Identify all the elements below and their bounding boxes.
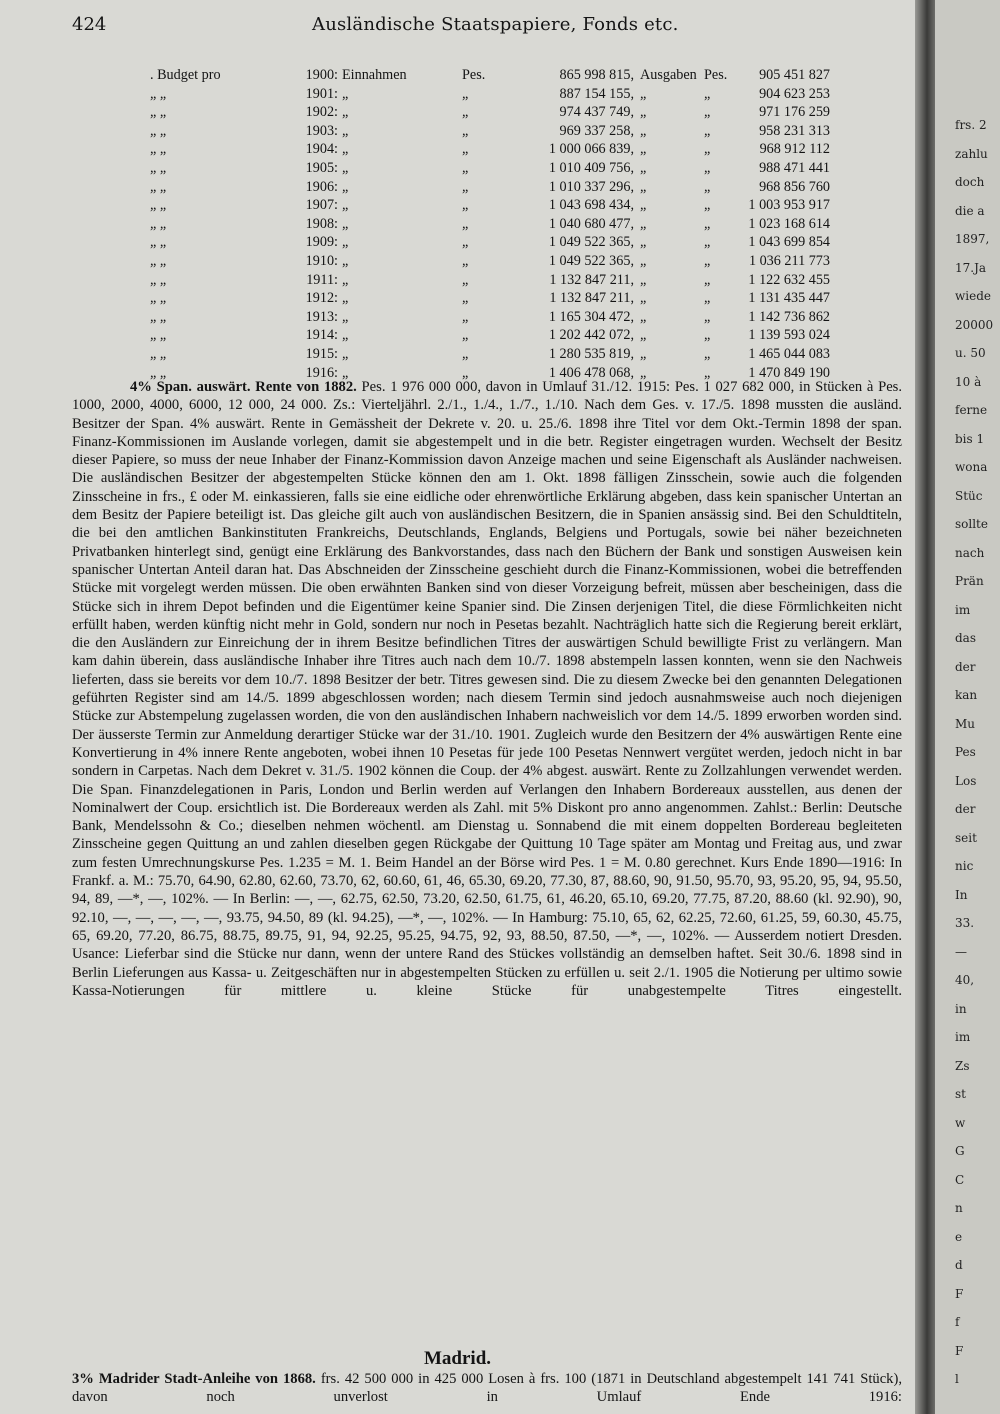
budget-cell-label: „ „ [150, 364, 167, 381]
budget-cell-ausgaben: Ausgaben [640, 67, 697, 83]
madrid-entry-text: frs. 42 500 000 in 425 000 Losen à frs. 100 (1871 in Deutschland abgestempelt 141 741 Stück), davon noch unverlost in Umlauf Ende 1916: [72, 1371, 902, 1406]
budget-row [150, 345, 830, 364]
budget-cell-pes2: „ [704, 327, 711, 344]
budget-cell-year: 1916: [305, 364, 338, 381]
budget-cell-value2: 1 043 699 854 [748, 234, 830, 251]
budget-cell-pes2: „ [704, 215, 711, 232]
budget-cell-value2: 968 912 112 [759, 141, 830, 158]
budget-cell-value1: 1 165 304 472, [548, 308, 634, 325]
adjacent-page-fragment: nic [955, 859, 974, 873]
adjacent-page-fragment: Zs [955, 1058, 970, 1073]
budget-cell-ausgaben: „ [640, 104, 647, 121]
budget-cell-value2: 1 131 435 447 [748, 290, 830, 307]
budget-cell-pes2: „ [704, 345, 711, 362]
budget-cell-year: 1908: [305, 215, 338, 232]
rente-heading: 4% Span. auswärt. Rente von 1882. [130, 379, 357, 395]
budget-cell-pes1: „ [462, 345, 469, 362]
budget-cell-value2: 905 451 827 [759, 67, 830, 83]
budget-cell-label: „ „ [150, 327, 167, 344]
budget-cell-year: 1915: [305, 345, 338, 362]
budget-cell-value1: 865 998 815, [559, 67, 634, 83]
budget-cell-pes1: „ [462, 271, 469, 288]
budget-cell-value1: 1 010 337 296, [548, 178, 634, 195]
budget-row [150, 159, 830, 178]
adjacent-page-fragment: in [955, 1001, 967, 1016]
budget-cell-ausgaben: „ [640, 197, 647, 214]
budget-cell-label: „ „ [150, 178, 167, 195]
adjacent-page-fragment: 17.Ja [955, 260, 987, 275]
budget-cell-einnahmen: „ [342, 122, 349, 139]
budget-row [150, 271, 830, 290]
adjacent-page-fragment: zahlu [955, 146, 988, 161]
budget-cell-label: „ „ [150, 197, 167, 214]
adjacent-page-fragment: Mu [955, 716, 976, 731]
budget-cell-label: „ „ [150, 159, 167, 176]
budget-cell-value1: 1 406 478 068, [548, 364, 634, 381]
adjacent-page-fragment: — [955, 944, 967, 959]
budget-cell-value1: 969 337 258, [559, 122, 634, 139]
adjacent-page-fragment: wiede [955, 289, 991, 303]
budget-cell-pes1: „ [462, 215, 469, 232]
budget-cell-value1: 1 280 535 819, [548, 345, 634, 362]
adjacent-page-fragment: st [955, 1087, 966, 1101]
budget-cell-einnahmen: „ [342, 85, 349, 102]
budget-cell-pes2: „ [704, 104, 711, 121]
budget-row [150, 103, 830, 122]
adjacent-page-fragment: Los [955, 773, 977, 788]
budget-cell-value2: 971 176 259 [759, 104, 830, 121]
budget-cell-value2: 1 036 211 773 [748, 252, 830, 269]
budget-cell-ausgaben: „ [640, 122, 647, 139]
budget-cell-label: „ „ [150, 141, 167, 158]
budget-cell-pes2: „ [704, 141, 711, 158]
budget-cell-einnahmen: „ [342, 327, 349, 344]
budget-cell-pes1: „ [462, 122, 469, 139]
adjacent-page-fragment: w [955, 1115, 966, 1130]
adjacent-page-fragment: der [955, 802, 976, 816]
budget-cell-pes1: „ [462, 252, 469, 269]
adjacent-page-fragment: das [955, 631, 976, 645]
budget-row [150, 289, 830, 308]
budget-cell-pes1: „ [462, 308, 469, 325]
budget-cell-pes2: „ [704, 308, 711, 325]
budget-row [150, 140, 830, 159]
adjacent-page-fragment: F [955, 1286, 964, 1301]
madrid-entry-heading: 3% Madrider Stadt-Anleihe von 1868. [72, 1371, 316, 1387]
budget-cell-value2: 958 231 313 [759, 122, 830, 139]
budget-cell-pes1: „ [462, 364, 469, 381]
budget-cell-value1: 1 132 847 211, [549, 290, 634, 307]
budget-cell-einnahmen: „ [342, 141, 349, 158]
budget-cell-label: . Budget pro [150, 67, 221, 83]
budget-cell-value2: 904 623 253 [759, 85, 830, 102]
budget-cell-einnahmen: „ [342, 178, 349, 195]
adjacent-page-edge [935, 0, 1000, 1414]
budget-cell-value1: 1 049 522 365, [548, 252, 634, 269]
budget-cell-pes1: „ [462, 178, 469, 195]
adjacent-page-fragment: d [955, 1258, 963, 1272]
budget-cell-einnahmen: „ [342, 197, 349, 214]
rente-entry [72, 378, 902, 1000]
adjacent-page-fragment: e [955, 1229, 963, 1244]
budget-cell-label: „ „ [150, 345, 167, 362]
adjacent-page-fragment: 33. [955, 916, 975, 930]
adjacent-page-fragment: 10 à [955, 374, 982, 389]
budget-cell-year: 1904: [305, 141, 338, 158]
budget-cell-ausgaben: „ [640, 327, 647, 344]
adjacent-page-fragment: seit [955, 830, 977, 845]
budget-cell-pes2: „ [704, 178, 711, 195]
budget-cell-label: „ „ [150, 104, 167, 121]
adjacent-page-fragment: ferne [955, 403, 988, 417]
budget-cell-ausgaben: „ [640, 290, 647, 307]
budget-cell-einnahmen: „ [342, 252, 349, 269]
budget-cell-ausgaben: „ [640, 215, 647, 232]
adjacent-page-fragment: u. 50 [955, 346, 986, 360]
budget-cell-pes1: „ [462, 234, 469, 251]
budget-row [150, 326, 830, 345]
adjacent-page-fragment: In [955, 887, 968, 902]
book-gutter [915, 0, 935, 1414]
budget-cell-value1: 1 202 442 072, [548, 327, 634, 344]
budget-cell-ausgaben: „ [640, 85, 647, 102]
budget-cell-year: 1909: [305, 234, 338, 251]
budget-cell-ausgaben: „ [640, 159, 647, 176]
budget-cell-pes1: „ [462, 141, 469, 158]
adjacent-page-fragment: Stüc [955, 488, 983, 503]
adjacent-page-fragment: wona [955, 460, 988, 474]
madrid-paragraph [72, 1370, 902, 1407]
budget-cell-value2: 968 856 760 [759, 178, 830, 195]
budget-row [150, 233, 830, 252]
adjacent-page-fragment: doch [955, 175, 985, 189]
budget-cell-einnahmen: „ [342, 215, 349, 232]
budget-cell-value1: 1 040 680 477, [548, 215, 634, 232]
budget-row [150, 215, 830, 234]
budget-cell-label: „ „ [150, 290, 167, 307]
budget-row [150, 196, 830, 215]
section-heading-madrid: Madrid. [423, 1348, 492, 1369]
budget-cell-einnahmen: „ [342, 345, 349, 362]
adjacent-page-fragment: sollte [955, 517, 988, 531]
budget-cell-year: 1900: [305, 67, 338, 83]
budget-cell-pes2: „ [704, 271, 711, 288]
adjacent-page-fragment: die a [955, 203, 985, 218]
budget-cell-year: 1905: [305, 159, 338, 176]
budget-cell-value1: 1 132 847 211, [549, 271, 634, 288]
budget-cell-value2: 1 470 849 190 [748, 364, 830, 381]
budget-cell-value2: 1 023 168 614 [748, 215, 830, 232]
budget-cell-year: 1902: [305, 104, 338, 121]
budget-cell-value2: 1 465 044 083 [748, 345, 830, 362]
budget-cell-year: 1907: [305, 197, 338, 214]
budget-cell-pes1: „ [462, 290, 469, 307]
adjacent-page-fragment: F [955, 1343, 964, 1358]
budget-row [150, 66, 830, 85]
adjacent-page-fragment: f [955, 1315, 960, 1329]
budget-cell-pes1: „ [462, 85, 469, 102]
budget-cell-year: 1906: [305, 178, 338, 195]
budget-cell-pes2: „ [704, 197, 711, 214]
budget-cell-ausgaben: „ [640, 141, 647, 158]
budget-row [150, 178, 830, 197]
budget-cell-year: 1912: [305, 290, 338, 307]
budget-cell-pes2: „ [704, 252, 711, 269]
budget-cell-ausgaben: „ [640, 364, 647, 381]
adjacent-page-fragment: C [955, 1172, 965, 1187]
page-header [0, 14, 915, 40]
budget-cell-ausgaben: „ [640, 178, 647, 195]
budget-cell-ausgaben: „ [640, 308, 647, 325]
rente-paragraph [72, 378, 902, 1000]
budget-row [150, 252, 830, 271]
budget-cell-value1: 1 000 066 839, [548, 141, 634, 158]
budget-cell-year: 1910: [305, 252, 338, 269]
budget-cell-einnahmen: „ [342, 234, 349, 251]
budget-cell-pes2: „ [704, 364, 711, 381]
budget-cell-value2: 1 122 632 455 [748, 271, 830, 288]
budget-row [150, 85, 830, 104]
budget-cell-einnahmen: Einnahmen [342, 67, 407, 83]
budget-cell-value2: 1 139 593 024 [748, 327, 830, 344]
adjacent-page-fragment: 20000 [955, 317, 994, 332]
budget-row [150, 122, 830, 141]
rente-text: Pes. 1 976 000 000, davon in Umlauf 31./12. 1915: Pes. 1 027 682 000, in Stücken à Pes. 1000, 2000, 4000, 6000, 12 000, 24 000. Zs.: Vierteljährl. 2./1., 1./4., 1./7., 1./10. Nach dem Ges. v. 17./5. 1898 mussten die ausländ. Besitzer der Span. 4% auswärt. Rente in Gemässheit der Dekrete v. 20. u. 25./6. 1898 ihre Titel vor dem Okt.-Termin 1898 der span. Finanz-Kommissionen im Auslande vorlegen, damit sie abgestempelt und in die betr. Register eingetragen wurden. Wechselt der Besitz dieser Papiere, so muss der neue Inhaber der Finanz-Kommission davon Anzeige machen und seine Eigenschaft als Ausländer nachweisen. Die ausländischen Besitzer der abgestempelten Stücke können den am 1. Okt. 1898 fälligen Zinsschein, sowie auch die folgenden Zinsscheine in frs., £ oder M. einkassieren, falls sie eine eidliche oder ehrenwörtliche Erklärung abgeben, dass kein spanischer Untertan an dem Besitz der Papiere beteiligt ist. Das gleiche gilt auch von ausländischen Besitzern, die in Spanien ansässig sind. Bei den Schuldtiteln, die bei den amtlichen Bankinstituten Frankreichs, Deutschlands, Englands, Belgiens und Portugals, sowie bei näher bezeichneten Privatbanken hinterlegt sind, genügt eine Erklärung des Bankvorstandes, dass nach den Büchern der Bank und sonstigen Ausweisen kein spanischer Untertan Anteil daran hat. Das Abschneiden der Zinsscheine geschieht durch die Finanz-Kommissionen, wobei die betreffenden Stücke mit vorgelegt werden müssen. Die oben erwähnten Banken sind von dieser Vorzeigung befreit, müssen aber bescheinigen, dass die Stücke sich in ihrem Depot befinden und die Eigentümer keine Spanier sind. Die Zinsen derjenigen Titel, die diese Förmlichkeiten nicht erfüllt haben, werden künftig nicht mehr in Gold, sondern nur noch in Pesetas bezahlt. Nachträglich hatte sich die Regierung bereit erklärt, die den Ausländern zur Einreichung der in ihrem Besitze befindlichen Titres der auswärtigen Schuld bewilligte Frist zu verlängern. Man kam dahin überein, dass ausländische Inhaber ihre Titres auch nach dem 10./7. 1898 abstempeln lassen konnten, wenn sie den Nachweis lieferten, dass sie bereits vor dem 10./7. 1898 Besitzer der betr. Titres gewesen sind. Die zu diesem Zwecke bei den genannten Delegationen geführten Register sind am 14./5. 1899 abgeschlossen worden; nach diesem Termin sind jedoch ausnahmsweise auch noch diejenigen Stücke zur Abstempelung zugelassen worden, die von den ausländischen Inhabern nachweislich vor dem 14./5. 1899 erworben worden sind. Der äusserste Termin zur Anmeldung derartiger Stücke war der 31./10. 1901. Zugleich wurde den Besitzern der 4% auswärtigen Rente eine Konvertierung in 4% innere Rente angeboten, wobei ihnen 10 Pesetas für jede 100 Pesetas Nennwert vergütet werden, jedoch nicht in bar sondern in Carpetas. Nach dem Dekret v. 31./5. 1902 können die Coup. der 4% abgest. auswärt. Rente zu Zollzahlungen verwendet werden. Die Span. Finanzdelegationen in Paris, London und Berlin werden auf Verlangen den Inhabern Bordereaux ausstellen, aus denen der Nominalwert der Coup. ersichtlich ist. Die Bordereaux werden als Zahl. mit 5% Diskont pro anno angenommen. Zahlst.: Berlin: Deutsche Bank, Mendelssohn & Co.; dieselben nehmen wöchentl. am Dienstag u. Sonnabend die mit einem doppelten Bordereau begleiteten Zinsscheine gegen Quittung an und zahlen dieselben gegen Rückgabe der Quittung 10 Tage später am Montag und Freitag aus, und zwar zum festen Umrechnungskurse Pes. 1.235 = M. 1. Beim Handel an der Börse wird Pes. 1 = M. 0.80 gerechnet. Kurs Ende 1890—1916: In Frankf. a. M.: 75.70, 64.90, 62.80, 62.60, 73.70, 62, 60.60, 61, 46, 65.30, 69.20, 77.30, 87, 88.60, 90, 91.50, 95.70, 93, 95.20, 95, 94, 95.50, 94, 89, —*, —, 102%. — In Berlin: —, —, 62.75, 62.50, 73.20, 62.50, 61.75, 61, 46.20, 65.10, 69.20, 77.75, 87.20, 88.60 (kl. 92.90), 90, 92.10, —, —, —, —, —, 93.75, 94.50, 89 (kl. 94.25), —*, —, 102%. — In Hamburg: 75.10, 65, 62, 62.25, 72.60, 61.25, 59, 60.30, 45.75, 65, 69.20, 77.20, 86.75, 88.75, 89.75, 91, 94, 92.25, 95.25, 94.75, 92, 93, 88.50, 87.50, —*, —, 102%. — Ausserdem notiert Dresden. Usance: Lieferbar sind die Stücke nur dann, wenn der untere Rand des Stückes vollständig an demselben haftet. Seit 30./6. 1898 sind in Berlin Lieferungen aus Kassa- u. Zeitgeschäften nur in abgestempelten Stücken zu erfüllen u. seit 2./1. 1905 die Notierung per ultimo sowie Kassa-Notierungen für mittlere u. kleine Stücke für unabgestempelte Titres eingestellt. [72, 379, 902, 999]
budget-cell-label: „ „ [150, 215, 167, 232]
adjacent-page-fragment: im [955, 602, 971, 617]
page-number: 424 [72, 14, 107, 35]
budget-cell-pes2: „ [704, 122, 711, 139]
adjacent-page-fragment: 1897, [955, 232, 990, 246]
adjacent-page-fragment: Prän [955, 574, 984, 588]
adjacent-page-fragment: bis 1 [955, 431, 985, 446]
budget-cell-pes1: „ [462, 159, 469, 176]
budget-cell-year: 1913: [305, 308, 338, 325]
budget-cell-einnahmen: „ [342, 308, 349, 325]
budget-cell-label: „ „ [150, 234, 167, 251]
budget-cell-pes2: „ [704, 85, 711, 102]
budget-cell-einnahmen: „ [342, 271, 349, 288]
budget-cell-value2: 988 471 441 [759, 159, 830, 176]
budget-cell-pes1: „ [462, 104, 469, 121]
budget-cell-label: „ „ [150, 271, 167, 288]
budget-cell-ausgaben: „ [640, 345, 647, 362]
budget-cell-einnahmen: „ [342, 364, 349, 381]
budget-cell-label: „ „ [150, 308, 167, 325]
budget-cell-year: 1903: [305, 122, 338, 139]
budget-cell-value1: 974 437 749, [559, 104, 634, 121]
adjacent-page-fragment: l [955, 1372, 959, 1386]
adjacent-page-fragment: im [955, 1030, 971, 1044]
budget-cell-pes2: „ [704, 159, 711, 176]
budget-cell-year: 1911: [306, 271, 338, 288]
budget-cell-ausgaben: „ [640, 252, 647, 269]
budget-row [150, 308, 830, 327]
adjacent-page-fragment: frs. 2 [955, 118, 987, 132]
budget-cell-value2: 1 003 953 917 [748, 197, 830, 214]
budget-cell-einnahmen: „ [342, 290, 349, 307]
budget-cell-value1: 1 049 522 365, [548, 234, 634, 251]
budget-table [150, 66, 830, 382]
budget-cell-pes2: „ [704, 234, 711, 251]
budget-cell-pes2: „ [704, 290, 711, 307]
budget-cell-year: 1901: [305, 85, 338, 102]
budget-cell-label: „ „ [150, 85, 167, 102]
budget-cell-ausgaben: „ [640, 234, 647, 251]
budget-cell-value2: 1 142 736 862 [748, 308, 830, 325]
adjacent-page-fragment: Pes [955, 745, 976, 759]
budget-cell-pes1: Pes. [462, 67, 486, 83]
budget-cell-year: 1914: [305, 327, 338, 344]
adjacent-page-fragment: n [955, 1201, 963, 1215]
budget-cell-value1: 1 010 409 756, [548, 159, 634, 176]
budget-cell-value1: 1 043 698 434, [548, 197, 634, 214]
budget-cell-pes1: „ [462, 327, 469, 344]
adjacent-page-fragment: der [955, 659, 976, 674]
adjacent-page-fragment: G [955, 1144, 965, 1158]
budget-cell-ausgaben: „ [640, 271, 647, 288]
budget-cell-einnahmen: „ [342, 159, 349, 176]
adjacent-page-fragment: nach [955, 545, 985, 560]
budget-cell-pes1: „ [462, 197, 469, 214]
budget-cell-value1: 887 154 155, [559, 85, 634, 102]
madrid-entry [72, 1370, 902, 1407]
adjacent-page-fragment: 40, [955, 973, 975, 987]
budget-cell-pes2: Pes. [704, 67, 728, 83]
adjacent-page-fragment: kan [955, 688, 978, 702]
budget-cell-label: „ „ [150, 122, 167, 139]
running-title: Ausländische Staatspapiere, Fonds etc. [312, 14, 679, 35]
budget-cell-label: „ „ [150, 252, 167, 269]
budget-cell-einnahmen: „ [342, 104, 349, 121]
